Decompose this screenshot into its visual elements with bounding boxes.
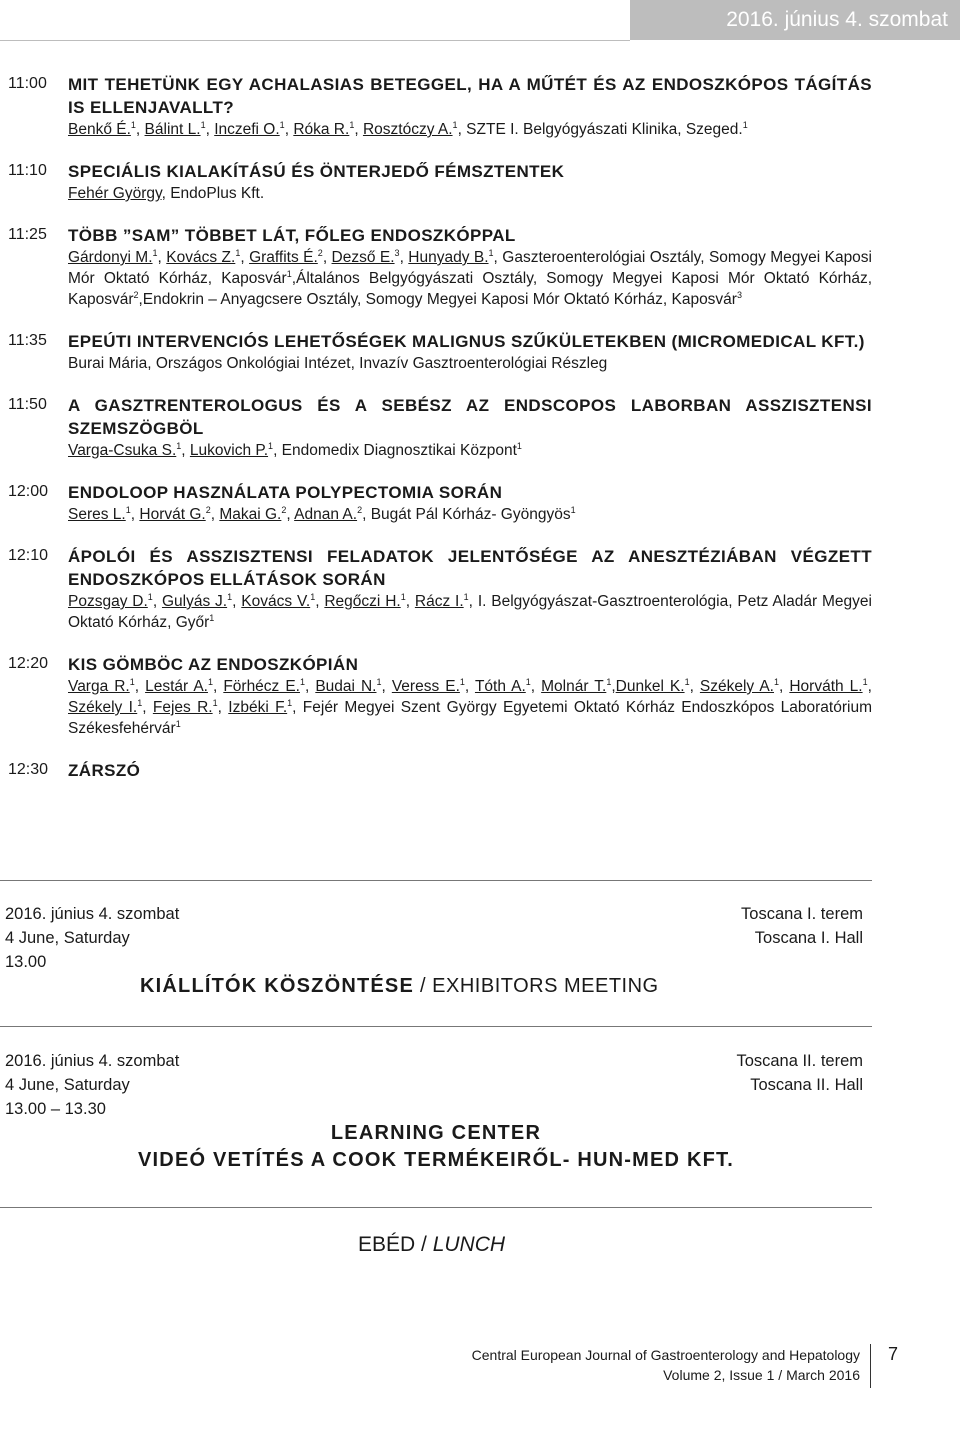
session-title: EPEÚTI INTERVENCIÓS LEHETŐSÉGEK MALIGNUS SZŰKÜLETEKBEN (MICROMEDICAL KFT.) [68, 332, 865, 351]
session-authors: Pozsgay D.$^1$, Gulyás J.$^1$, Kovács V.$^1$, Regőczi H.$^1$, Rácz I.$^1$, I. Belgyógyászat-Gasztroenterológia, Petz Aladár Megyei Oktató Kórház, Győr$^1$ [68, 591, 872, 631]
session-item [8, 545, 872, 633]
session-list [8, 73, 872, 802]
session-authors: Varga R.$^1$, Lestár A.$^1$, Förhécz E.$^1$, Budai N.$^1$, Veress E.$^1$, Tóth A.$^1$, Molnár T.$^1$,Dunkel K.$^1$, Székely A.$^1$, Horváth L.$^1$, Székely I.$^1$, Fejes R.$^1$, Izbéki F.$^1$, Fejér Megyei Szent György Egyetemi Oktató Kórház Endoszkópos Laboratórium Székesfehérvár$^1$ [68, 676, 872, 737]
session-title: ENDOLOOP HASZNÁLATA POLYPECTOMIA SORÁN [68, 483, 503, 502]
session-time: 12:20 [8, 655, 49, 672]
session-item [8, 653, 872, 739]
exhibitors-title-sep: / [414, 975, 433, 997]
footer-rule [870, 1344, 871, 1388]
session-title: ÁPOLÓI ÉS ASSZISZTENSI FELADATOK JELENTŐSÉGE AZ ANESZTÉZIÁBAN VÉGZETT ENDOSZKÓPOS ELLÁTÁSOK SORÁN [68, 547, 872, 589]
learning-date-en: 4 June, Saturday [5, 1076, 130, 1094]
session-time: 12:30 [8, 761, 49, 778]
exhibitors-room-hu: Toscana I. terem [741, 905, 863, 923]
exhibitors-date-en: 4 June, Saturday [5, 929, 130, 947]
session-time: 11:25 [8, 226, 47, 243]
lunch-label [358, 1233, 505, 1257]
exhibitors-room-en: Toscana I. Hall [754, 929, 863, 947]
footer-issue: Volume 2, Issue 1 / March 2016 [663, 1367, 860, 1383]
session-title: TÖBB ”SAM” TÖBBET LÁT, FŐLEG ENDOSZKÓPPAL [68, 226, 516, 245]
divider [0, 1026, 872, 1027]
exhibitors-title [140, 975, 659, 998]
session-item [8, 224, 872, 310]
session-time: 12:10 [8, 547, 49, 564]
session-time: 11:00 [8, 75, 47, 92]
session-item [8, 160, 872, 204]
session-item [8, 481, 872, 525]
session-item [8, 330, 872, 374]
page-number: 7 [888, 1344, 899, 1364]
session-authors: Benkő É.$^1$, Bálint L.$^1$, Inczefi O.$^1$, Róka R.$^1$, Rosztóczy A.$^1$, SZTE I. Belgyógyászati Klinika, Szeged.$^1$ [68, 119, 748, 138]
session-title: A GASZTRENTEROLOGUS ÉS A SEBÉSZ AZ ENDSCOPOS LABORBAN ASSZISZTENSI SZEMSZÖGBÖL [68, 396, 872, 438]
session-title: MIT TEHETÜNK EGY ACHALASIAS BETEGGEL, HA A MŰTÉT ÉS AZ ENDOSZKÓPOS TÁGÍTÁS IS ELLENJAVALLT? [68, 75, 872, 117]
session-authors: Seres L.$^1$, Horvát G.$^2$, Makai G.$^2$, Adnan A.$^2$, Bugát Pál Kórház- Gyöngyös$^1$ [68, 504, 576, 523]
exhibitors-time: 13.00 [5, 953, 47, 971]
lunch-en: LUNCH [432, 1233, 506, 1256]
footer-journal: Central European Journal of Gastroenterology and Hepatology [471, 1347, 860, 1363]
session-title: KIS GÖMBÖC AZ ENDOSZKÓPIÁN [68, 655, 359, 674]
session-time: 11:50 [8, 396, 47, 413]
session-item [8, 394, 872, 461]
footer [472, 1345, 860, 1385]
session-time: 12:00 [8, 483, 49, 500]
learning-title: LEARNING CENTER [330, 1122, 542, 1144]
learning-subtitle: VIDEÓ VETÍTÉS A COOK TERMÉKEIRŐL- HUN-MED KFT. [138, 1149, 734, 1171]
session-title: ZÁRSZÓ [68, 761, 141, 780]
date-tab: 2016. június 4. szombat [630, 0, 960, 40]
top-rule [0, 40, 630, 41]
exhibitors-title-en: EXHIBITORS MEETING [432, 975, 659, 997]
exhibitors-title-hu: KIÁLLÍTÓK KÖSZÖNTÉSE [140, 975, 414, 997]
learning-room-hu: Toscana II. terem [736, 1052, 863, 1070]
learning-date-hu: 2016. június 4. szombat [5, 1052, 180, 1070]
session-authors: Fehér György, EndoPlus Kft. [68, 185, 265, 202]
divider [0, 880, 872, 881]
session-time: 11:10 [8, 162, 47, 179]
session-authors: Burai Mária, Országos Onkológiai Intézet, Invazív Gasztroenterológiai Részleg [68, 355, 608, 372]
session-time: 11:35 [8, 332, 47, 349]
session-item [8, 73, 872, 140]
exhibitors-date-hu: 2016. június 4. szombat [5, 905, 180, 923]
divider [0, 1207, 872, 1208]
session-title: SPECIÁLIS KIALAKÍTÁSÚ ÉS ÖNTERJEDŐ FÉMSZTENTEK [68, 162, 565, 181]
session-item [8, 759, 872, 782]
lunch-hu: EBÉD / [358, 1233, 433, 1256]
session-authors: Varga-Csuka S.$^1$, Lukovich P.$^1$, Endomedix Diagnosztikai Központ$^1$ [68, 440, 522, 459]
learning-room-en: Toscana II. Hall [750, 1076, 863, 1094]
session-authors: Gárdonyi M.$^1$, Kovács Z.$^1$, Graffits É.$^2$, Dezső E.$^3$, Hunyady B.$^1$, Gaszteroenterológiai Osztály, Somogy Megyei Kaposi Mór Oktató Kórház, Kaposvár$^1$,Általános Belgyógyászati Osztály, Somogy Megyei Kaposi Mór Oktató Kórház, Kaposvár$^2$,Endokrin – Anyagcsere Osztály, Somogy Megyei Kaposi Mór Oktató Kórház, Kaposvár$^3$ [68, 247, 873, 308]
learning-time: 13.00 – 13.30 [5, 1100, 106, 1118]
